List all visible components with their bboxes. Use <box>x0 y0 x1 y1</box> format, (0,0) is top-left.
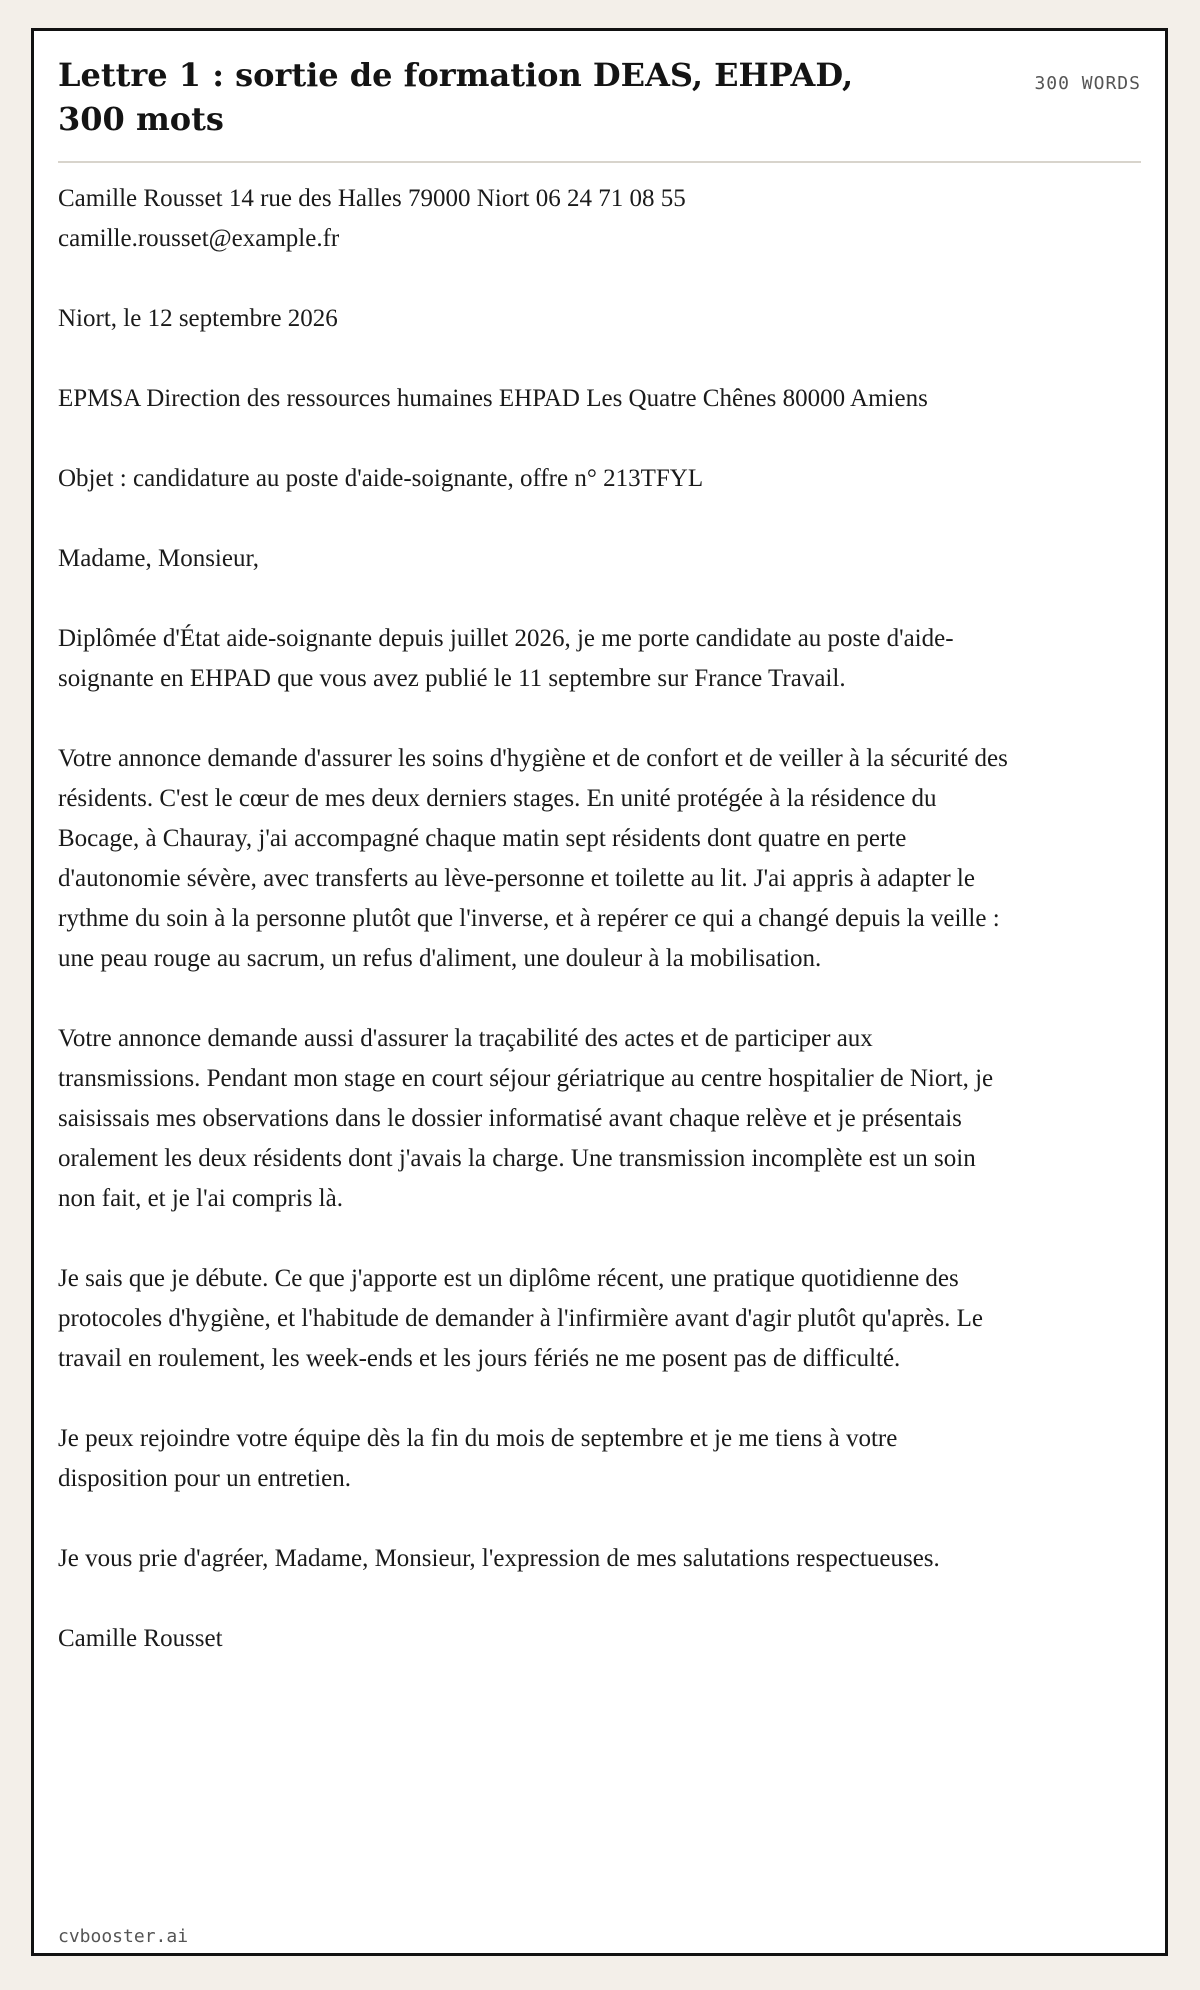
letter-paragraph: Je sais que je débute. Ce que j'apporte est un diplôme récent, une pratique quotidienne des protocoles d'hygiène, et l'habitude de demander à l'infirmière avant d'agir plutôt qu'après. Le travail en roulement, les week-ends et les jours fériés ne me posent pas de difficulté. <box>58 1265 983 1372</box>
letter-paragraph: Votre annonce demande aussi d'assurer la traçabilité des actes et de participer aux transmissions. Pendant mon stage en court séjour gériatrique au centre hospitalier de Niort, je saisissais mes observations dans le dossier informatisé avant chaque relève et je présentais oralement les deux résidents dont j'avais la charge. Une transmission incomplète est un soin non fait, et je l'ai compris là. <box>58 1025 994 1212</box>
letter-salutation: Madame, Monsieur, <box>58 545 260 572</box>
letter-paragraph: Je peux rejoindre votre équipe dès la fin du mois de septembre et je me tiens à votre disposition pour un entretien. <box>58 1425 898 1492</box>
letter-body <box>58 179 1098 1699</box>
page-title: Lettre 1 : sortie de formation DEAS, EHPAD, 300 mots <box>58 56 854 138</box>
letter-date: Niort, le 12 septembre 2026 <box>58 305 338 332</box>
word-count-label: 300 WORDS <box>1034 73 1141 94</box>
letter-paragraph: Diplômée d'État aide-soignante depuis juillet 2026, je me porte candidate au poste d'aide-soignante en EHPAD que vous avez publié le 11 septembre sur France Travail. <box>58 625 954 692</box>
letter-paragraph: Votre annonce demande d'assurer les soins d'hygiène et de confort et de veiller à la sécurité des résidents. C'est le cœur de mes deux derniers stages. En unité protégée à la résidence du Bocage, à Chauray, j'ai accompagné chaque matin sept résidents dont quatre en perte d'autonomie sévère, avec transferts au lève-personne et toilette au lit. J'ai appris à adapter le rythme du soin à la personne plutôt que l'inverse, et à repérer ce qui a changé depuis la veille : une peau rouge au sacrum, un refus d'aliment, une douleur à la mobilisation. <box>58 745 1008 972</box>
brand-footer: cvbooster.ai <box>58 1926 189 1947</box>
letter-card <box>31 28 1168 1956</box>
letter-closing: Je vous prie d'agréer, Madame, Monsieur, l'expression de mes salutations respectueuses. <box>58 1545 940 1572</box>
sender-block: Camille Rousset 14 rue des Halles 79000 Niort 06 24 71 08 55 camille.rousset@example.fr <box>58 185 686 252</box>
letter-signature: Camille Rousset <box>58 1625 223 1652</box>
recipient-block: EPMSA Direction des ressources humaines EHPAD Les Quatre Chênes 80000 Amiens <box>58 385 928 412</box>
letter-header <box>58 53 1141 163</box>
letter-subject: Objet : candidature au poste d'aide-soignante, offre n° 213TFYL <box>58 465 704 492</box>
